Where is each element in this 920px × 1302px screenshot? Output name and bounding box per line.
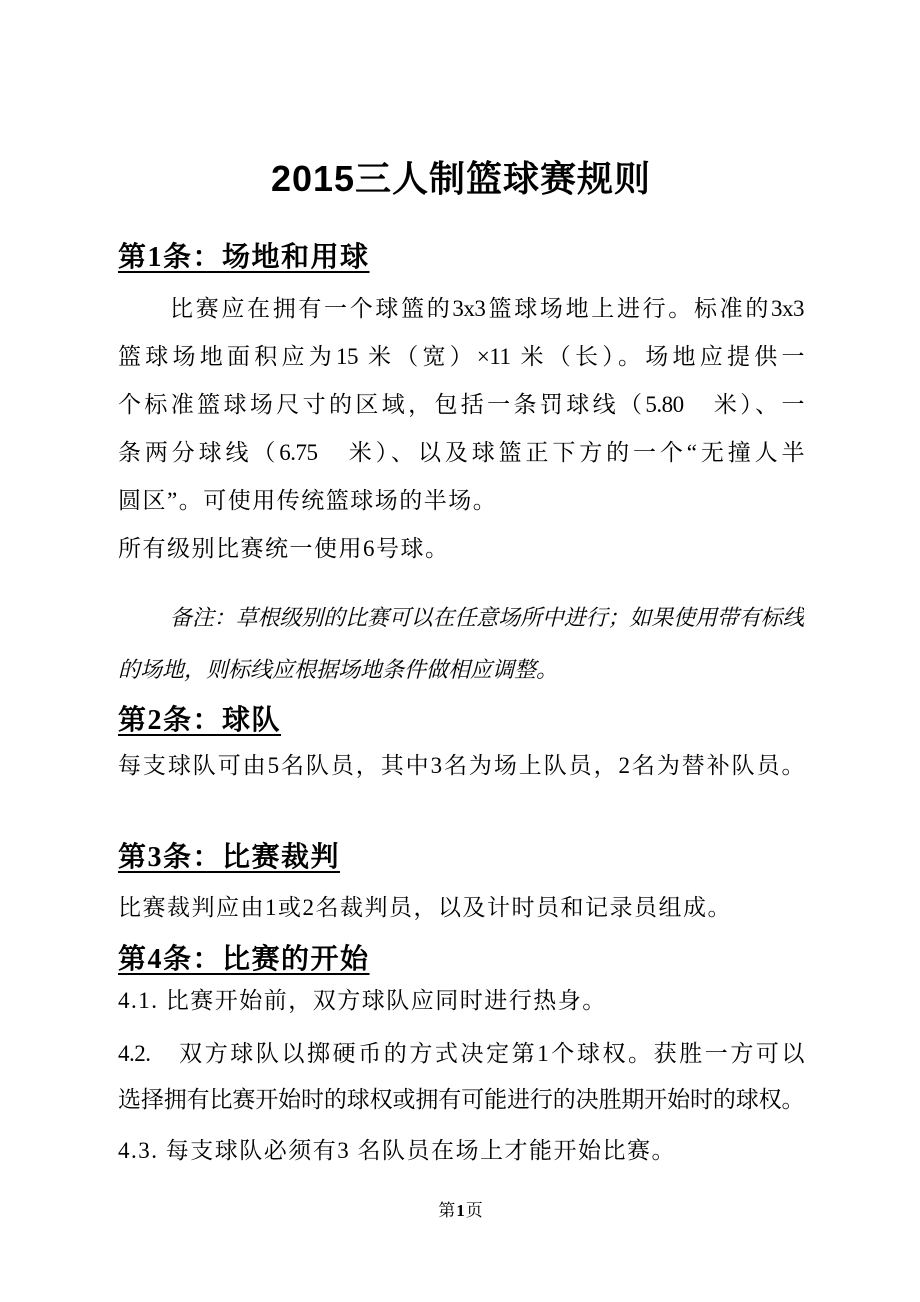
- note-line: 备注：草根级别的比赛可以在任意场所中进行；如果使用带有标线: [170, 605, 804, 630]
- body-line: 所有级别比赛统一使用6号球。: [118, 536, 450, 561]
- rule-4-2-continuation-line: 选择拥有比赛开始时的球权或拥有可能进行的决胜期开始时的球权。: [118, 1087, 804, 1112]
- section2-heading-text: 第2条：球队: [118, 705, 282, 736]
- body-line: 条两分球线（6.75 米）、以及球篮正下方的一个“无撞人半: [118, 440, 804, 465]
- section2-heading: [118, 704, 804, 738]
- body-line: 圆区”。可使用传统篮球场的半场。: [118, 488, 498, 513]
- document-title: 2015三人制篮球赛规则: [270, 158, 652, 199]
- page-footer-prefix: 第: [438, 1201, 457, 1220]
- page-footer-suffix: 页: [465, 1201, 484, 1220]
- body-line: 个标准篮球场尺寸的区域，包括一条罚球线（5.80 米）、一: [118, 392, 804, 417]
- page-number: 1: [456, 1201, 466, 1220]
- body-line: 篮球场地面积应为15 米（宽）×11 米（长）。场地应提供一: [118, 344, 804, 369]
- section3-paragraph: 比赛裁判应由1或2名裁判员，以及计时员和记录员组成。: [118, 895, 732, 920]
- section3-heading: [118, 841, 804, 875]
- body-line: 比赛应在拥有一个球篮的3x3篮球场地上进行。标准的3x3: [170, 296, 804, 321]
- rule-4-3-line: 4.3. 每支球队必须有3 名队员在场上才能开始比赛。: [118, 1138, 676, 1163]
- section4-heading: [118, 943, 804, 977]
- section2-paragraph: 每支球队可由5名队员，其中3名为场上队员，2名为替补队员。: [118, 753, 804, 778]
- section1-heading-text: 第1条：场地和用球: [118, 242, 370, 273]
- rule-4-1-line: 4.1. 比赛开始前，双方球队应同时进行热身。: [118, 988, 607, 1013]
- note-line: 的场地，则标线应根据场地条件做相应调整。: [118, 657, 559, 682]
- section1-note: [118, 592, 804, 696]
- section1-heading: [118, 241, 804, 275]
- section3-heading-text: 第3条：比赛裁判: [118, 842, 341, 873]
- page-footer: [118, 1200, 804, 1222]
- rule-4-2-line: 4.2. 双方球队以掷硬币的方式决定第1个球权。获胜一方可以: [118, 1041, 804, 1066]
- section4-heading-text: 第4条：比赛的开始: [118, 944, 370, 975]
- section1-paragraph: [118, 285, 804, 573]
